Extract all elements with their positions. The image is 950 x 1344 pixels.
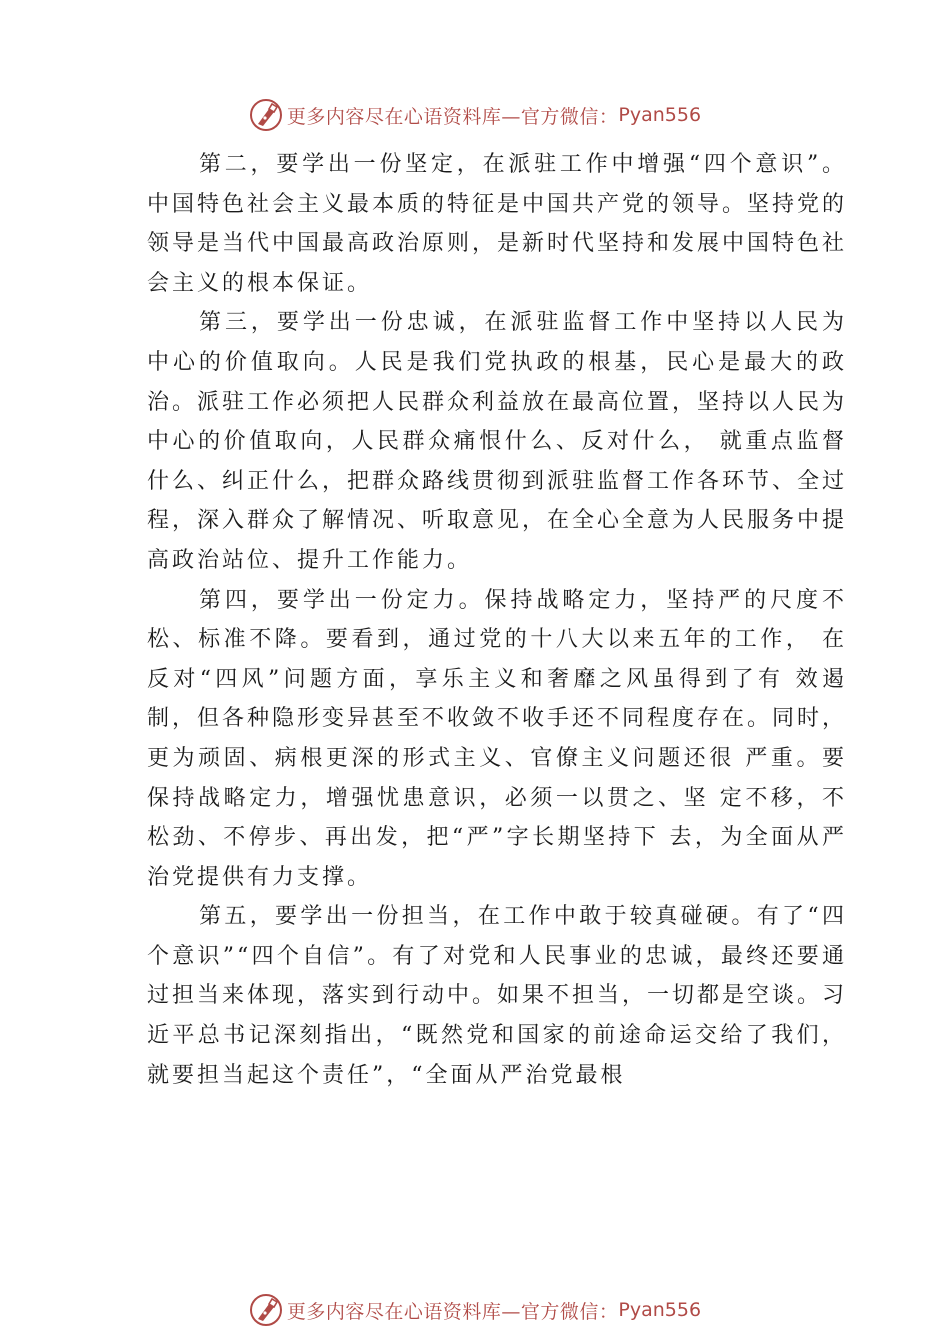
watermark-wechat-id: Pyan556: [618, 104, 702, 126]
paragraph-2: 第二，要学出一份坚定，在派驻工作中增强“四个意识”。中国特色社会主义最本质的特征是中国共产党的领导。坚持党的领导是当代中国最高政治原则，是新时代坚持和发展中国特色社会主义的根本保证。: [147, 152, 848, 296]
paragraph-4: 第四，要学出一份定力。保持战略定力，坚持严的尺度不松、标准不降。要看到，通过党的十八大以来五年的工作， 在反对“四风”问题方面，享乐主义和奢靡之风虽得到了有 效遏制，但各种隐形变异甚至不收敛不收手还不同程度存在。同时，更为顽固、病根更深的形式主义、官僚主义问题还很 严重。要保持战略定力，增强忧患意识，必须一以贯之、坚 定不移，不松劲、不停步、再出发，把“严”字长期坚持下 去，为全面从严治党提供有力支撑。: [147, 587, 848, 890]
paragraph-3: 第三，要学出一份忠诚，在派驻监督工作中坚持以人民为中心的价值取向。人民是我们党执政的根基，民心是最大的政治。派驻工作必须把人民群众利益放在最高位置，坚持以人民为中心的价值取向，人民群众痛恨什么、反对什么， 就重点监督什么、纠正什么，把群众路线贯彻到派驻监督工作各环节、全过程，深入群众了解情况、听取意见，在全心全意为人民服务中提高政治站位、提升工作能力。: [147, 310, 848, 573]
document-body: [147, 145, 847, 1095]
watermark-wechat-id: Pyan556: [618, 1299, 702, 1321]
pen-nib-circle-icon: [249, 1293, 283, 1327]
pen-nib-circle-icon: [249, 98, 283, 132]
footer-watermark: [0, 1290, 950, 1330]
paragraph-5: 第五，要学出一份担当，在工作中敢于较真碰硬。有了“四个意识”“四个自信”。有了对党和人民事业的忠诚，最终还要通过担当来体现，落实到行动中。如果不担当，一切都是空谈。习近平总书记深刻指出，“既然党和国家的前途命运交给了我们，就要担当起这个责任”，“全面从严治党最根: [147, 904, 848, 1088]
watermark-brand-text: 更多内容尽在心语资料库—官方微信：: [286, 1300, 619, 1323]
watermark-brand-text: 更多内容尽在心语资料库—官方微信：: [286, 105, 619, 128]
header-watermark: [0, 95, 950, 135]
